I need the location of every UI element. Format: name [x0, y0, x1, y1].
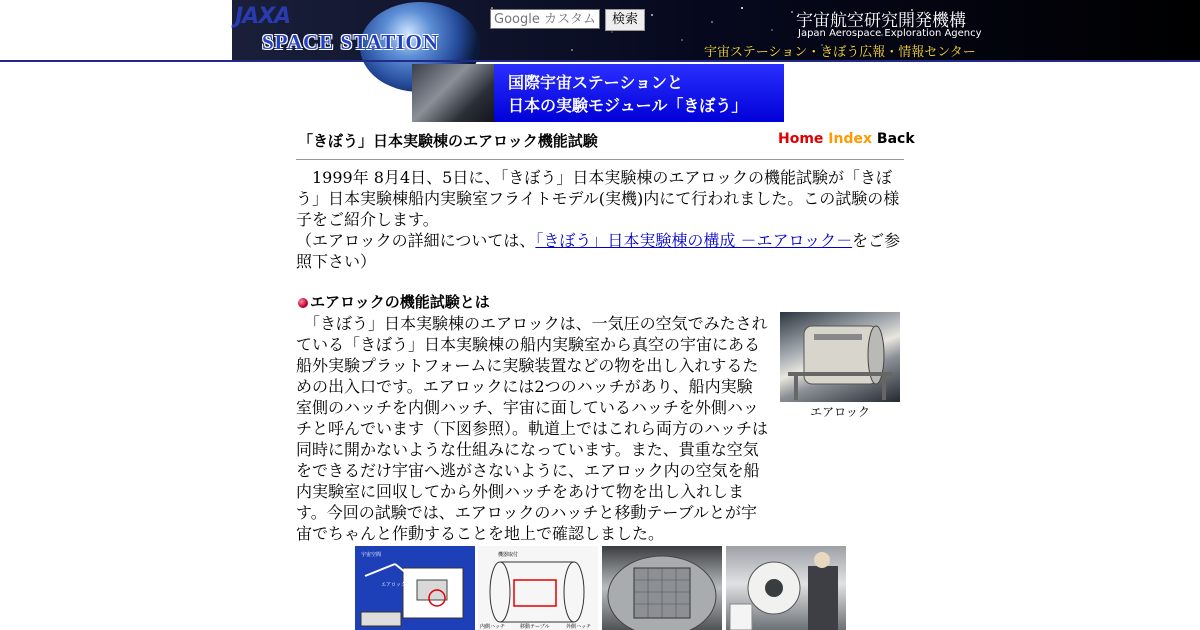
title-banner-line2: 日本の実験モジュール「きぼう」 [508, 96, 748, 115]
page-title: 「きぼう」日本実験棟のエアロック機能試験 [298, 132, 598, 150]
back-link[interactable]: Back [876, 131, 915, 147]
org-name-en: Japan Aerospace Exploration Agency [798, 28, 982, 39]
search-input[interactable] [490, 9, 600, 29]
bullet-icon [298, 298, 308, 308]
title-banner [412, 64, 784, 122]
jaxa-logo[interactable]: JAXA [235, 4, 291, 29]
intro-note-prefix: （エアロックの詳細については、 [296, 231, 536, 250]
intro-note-suffix: をご参照下さい） [296, 231, 901, 271]
airlock-photo-graphic [780, 312, 900, 402]
airlock-detail-link[interactable]: 「きぼう」日本実験棟の構成 －エアロック－ [535, 231, 853, 250]
org-name-ja: 宇宙航空研究開発機構 [796, 11, 966, 31]
diagram-label-fixture: 機器取付 [498, 552, 519, 558]
hatch-photo[interactable] [602, 546, 722, 630]
home-link[interactable]: Home [778, 131, 824, 147]
airlock-location-diagram[interactable] [355, 546, 475, 630]
nav-links [778, 131, 915, 147]
diagram-label-slide-table: 移動テーブル [520, 624, 550, 630]
hatch-photo-graphic [602, 546, 722, 630]
airlock-photo[interactable] [780, 312, 900, 402]
diagram-label-outer-hatch: 外側ハッチ [566, 624, 592, 630]
airlock-hatch-graphic [478, 546, 598, 630]
search-button[interactable]: 検索 [605, 9, 645, 31]
section-heading-text: エアロックの機能試験とは [310, 293, 490, 311]
center-name: 宇宙ステーション・きぼう広報・情報センター [704, 45, 976, 60]
header-divider [0, 60, 1200, 62]
section-body: 「きぼう」日本実験棟のエアロックは、一気圧の空気でみたされている「きぼう」日本実験棟の船内実験室から真空の宇宙にある船外実験プラットフォームに実験装置などの物を出し入れするための出入口です。エアロックには2つのハッチがあり、船内実験室側のハッチを内側ハッチ、宇宙に面しているハッチを外側ハッチと呼んでいます（下図参照）。軌道上ではこれら両方のハッチは同時に開かないような仕組みになっています。また、貴重な空気をできるだけ宇宙へ逃がさないように、エアロック内の空気を船内実験室に回収してから外側ハッチをあけて物を出し入れします。今回の試験では、エアロックのハッチと移動テーブルとが宇宙でちゃんと作動することを地上で確認しました。 [296, 314, 769, 543]
diagram-label-airlock: エアロック [381, 582, 406, 588]
airlock-photo-caption: エアロック [810, 405, 870, 419]
title-divider [296, 159, 904, 160]
section-heading [298, 291, 490, 312]
index-link[interactable]: Index [828, 131, 873, 147]
diagram-label-space: 宇宙空間 [361, 552, 382, 558]
diagram-label-inner-hatch: 内側ハッチ [480, 624, 506, 630]
intro-text: 1999年 8月4日、5日に、「きぼう」日本実験棟のエアロックの機能試験が「きぼう」日本実験棟船内実験室フライトモデル(実機)内にて行われました。この試験の様子をご紹介します。 [296, 168, 900, 229]
iss-photo [412, 64, 498, 122]
airlock-location-graphic [355, 546, 475, 630]
site-logo[interactable]: SPACE STATION [262, 30, 439, 54]
intro-paragraph [296, 167, 904, 272]
test-work-photo-graphic [726, 546, 846, 630]
test-work-photo[interactable] [726, 546, 846, 630]
title-banner-line1: 国際宇宙ステーションと [508, 73, 684, 92]
airlock-hatch-diagram[interactable] [478, 546, 598, 630]
